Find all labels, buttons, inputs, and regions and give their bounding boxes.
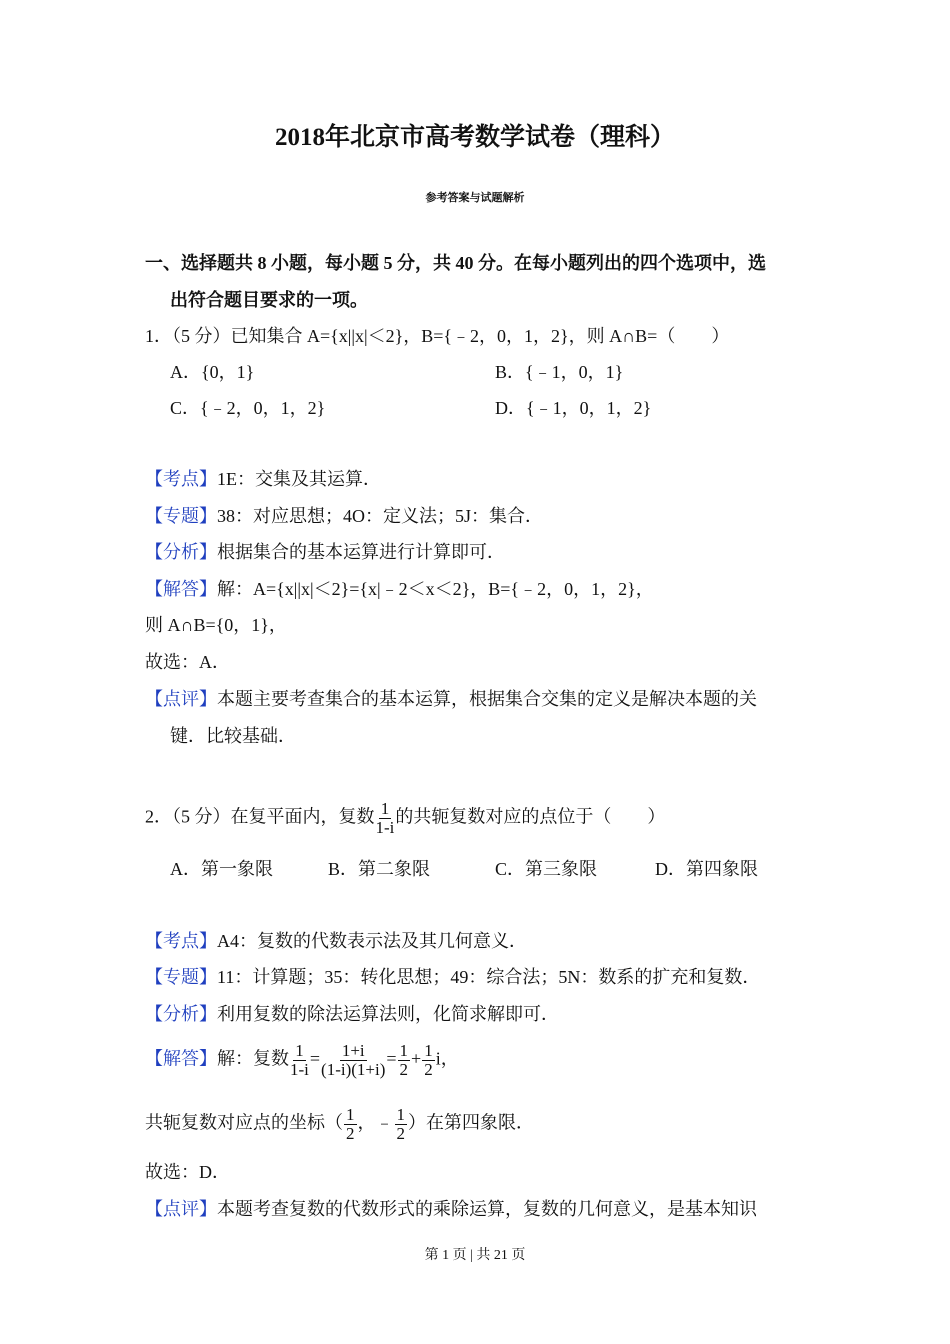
denominator: 2	[399, 1060, 409, 1079]
q1-answer: 故选：A．	[145, 652, 230, 672]
denominator: 1-i	[290, 1060, 309, 1079]
numerator: 1	[399, 1041, 409, 1060]
q1-zhuanti	[145, 504, 543, 528]
denominator: 2	[424, 1060, 433, 1079]
section-heading: 一、选择题共 8 小题，每小题 5 分，共 40 分。在每小题列出的四个选项中，选	[145, 253, 766, 273]
tag-label: 【解答】	[145, 579, 217, 599]
equals: =	[309, 1048, 321, 1069]
tag-label: 【专题】	[145, 967, 217, 987]
numerator: 1+i	[341, 1041, 365, 1060]
q1-kaodian	[145, 467, 381, 491]
text: 解：复数	[217, 1048, 289, 1069]
text: A4：复数的代数表示法及其几何意义．	[217, 931, 527, 951]
q1-dianping-2: 键．比较基础．	[170, 726, 296, 746]
text: 2．（5 分）在复平面内，复数	[145, 806, 375, 827]
numerator: 1	[424, 1041, 433, 1060]
numerator: 1	[380, 799, 390, 818]
fraction	[398, 1042, 411, 1079]
q2-stem	[145, 800, 665, 837]
tag-label: 【分析】	[145, 1004, 217, 1024]
text: 11：计算题；35：转化思想；49：综合法；5N：数系的扩充和复数．	[217, 967, 761, 987]
q2-zhuanti	[145, 965, 760, 989]
fraction	[376, 800, 395, 837]
text: 解：A={x||x|＜2}={x|﹣2＜x＜2}，B={﹣2，0，1，2}，	[217, 579, 654, 599]
q1-option-d: D．{﹣1，0，1，2}	[495, 398, 652, 418]
q1-option-c: C．{﹣2，0，1，2}	[170, 398, 326, 418]
q2-kaodian	[145, 929, 527, 953]
tag-label: 【点评】	[145, 689, 217, 709]
text: 根据集合的基本运算进行计算即可．	[217, 542, 505, 562]
q1-dianping	[145, 687, 757, 711]
q2-coordinate	[145, 1106, 534, 1143]
fraction	[321, 1042, 385, 1079]
denominator: 2	[346, 1124, 355, 1143]
text: 本题考查复数的代数形式的乘除运算，复数的几何意义，是基本知识	[217, 1199, 757, 1219]
q1-stem: 1．（5 分）已知集合 A={x||x|＜2}，B={﹣2，0，1，2}，则 A∩B=（ ）	[145, 326, 730, 346]
tag-label: 【点评】	[145, 1199, 217, 1219]
q1-option-a: A．{0，1}	[170, 362, 255, 382]
page-footer: 第 1 页 | 共 21 页	[424, 1248, 526, 1263]
text: 本题主要考查集合的基本运算，根据集合交集的定义是解决本题的关	[217, 689, 757, 709]
q1-jieda-2: 则 A∩B={0，1}，	[145, 615, 287, 635]
tag-label: 【考点】	[145, 469, 217, 489]
section-heading-cont: 出符合题目要求的一项。	[170, 290, 368, 310]
text: 1E：交集及其运算．	[217, 469, 381, 489]
denominator: (1-i)(1+i)	[321, 1060, 386, 1079]
fraction	[290, 1042, 309, 1079]
page-title: 2018年北京市高考数学试卷（理科）	[274, 124, 675, 151]
q1-fenxi	[145, 540, 505, 564]
numerator: 1	[346, 1105, 355, 1124]
denominator: 2	[396, 1124, 405, 1143]
q2-option-d: D．第四象限	[655, 859, 758, 879]
text: ，﹣	[357, 1112, 394, 1133]
q2-fenxi	[145, 1002, 559, 1026]
q2-option-c: C．第三象限	[495, 859, 598, 879]
tag-label: 【解答】	[145, 1048, 217, 1069]
fraction	[344, 1106, 357, 1143]
plus: +	[411, 1048, 422, 1069]
page-subtitle: 参考答案与试题解析	[425, 192, 525, 204]
q2-jieda	[145, 1042, 459, 1079]
q2-dianping	[145, 1197, 757, 1221]
fraction	[422, 1042, 435, 1079]
q2-option-b: B．第二象限	[328, 859, 431, 879]
q1-option-b: B．{﹣1，0，1}	[495, 362, 624, 382]
text: ）在第四象限．	[408, 1112, 534, 1133]
text: 利用复数的除法运算法则，化简求解即可．	[217, 1004, 559, 1024]
tag-label: 【专题】	[145, 506, 217, 526]
q2-answer: 故选：D．	[145, 1162, 230, 1182]
numerator: 1	[396, 1105, 405, 1124]
text: 的共轭复数对应的点位于（ ）	[395, 806, 666, 827]
text: i，	[435, 1048, 459, 1069]
tag-label: 【分析】	[145, 542, 217, 562]
text: 38：对应思想；4O：定义法；5J：集合．	[217, 506, 544, 526]
equals: =	[386, 1048, 397, 1069]
q2-option-a: A．第一象限	[170, 859, 273, 879]
denominator: 1-i	[375, 818, 395, 837]
numerator: 1	[295, 1041, 304, 1060]
q1-jieda	[145, 577, 654, 601]
fraction	[395, 1106, 408, 1143]
text: 共轭复数对应点的坐标（	[145, 1112, 343, 1133]
tag-label: 【考点】	[145, 931, 217, 951]
